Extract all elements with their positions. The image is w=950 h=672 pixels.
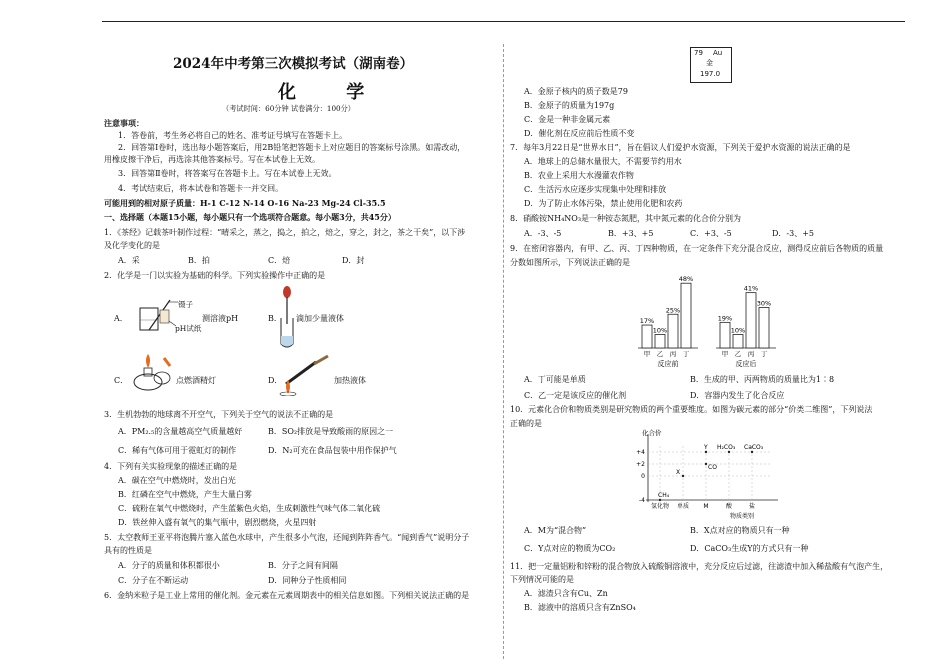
atomic-mass: 197.0 (700, 70, 721, 78)
y-axis-label: 化合价 (642, 429, 662, 437)
y-tick-1: +2 (636, 461, 645, 468)
q10-option-a: A．M为“混合物” (524, 526, 587, 535)
chart-1-category-0: 甲 (721, 350, 729, 358)
q5-option-a: A．分子的质量和体积都很小 (118, 561, 220, 570)
column-divider (503, 44, 504, 659)
flame-2 (164, 358, 170, 366)
q5-option-c: C．分子在不断运动 (118, 576, 189, 585)
flame-1 (146, 354, 150, 368)
q7-option-a: A．地球上的总储水量很大，不需要节约用水 (524, 157, 682, 166)
note-1: 1．答卷前，考生务必将自己的姓名、准考证号填写在答题卡上。 (118, 131, 348, 140)
notes-heading: 注意事项： (104, 118, 144, 128)
q8-option-a: A．-3、-5 (524, 229, 562, 238)
chart-1-value-label-0: 19% (717, 314, 733, 323)
q6-option-c: C．金是一种非金属元素 (524, 115, 611, 124)
exam-info: （考试时间：60分钟 试卷满分：100分） (222, 104, 355, 113)
q8-option-d: D．-3、+5 (772, 229, 814, 238)
q10-stem-cont: 正确的是 (510, 419, 542, 428)
q9-option-c: C．乙一定是该反应的催化剂 (524, 391, 627, 400)
point-3 (705, 451, 707, 453)
tube-holder (314, 356, 328, 364)
q6-stem: 6．金纳米粒子是工业上常用的催化剂。金元素在元素周期表中的相关信息如图。下列相关说法正确的是 (104, 591, 470, 600)
chart-0-bar-1 (655, 335, 665, 349)
chart-1-title: 反应后 (735, 360, 757, 368)
chart-1-value-label-1: 10% (730, 326, 746, 335)
q11-option-a: A．滤渣只含有Cu、Zn (524, 589, 608, 598)
exam-title: 2024年中考第三次模拟考试（湖南卷） (173, 56, 414, 72)
point-label-0: CH₄ (658, 492, 670, 499)
point-4 (728, 451, 730, 453)
q4-option-b: B．红磷在空气中燃烧，产生大量白雾 (118, 490, 252, 499)
chart-0-category-0: 甲 (643, 350, 651, 358)
point-5 (751, 451, 753, 453)
note-3: 3．回答第Ⅱ卷时，将答案写在答题卡上。写在本试卷上无效。 (118, 169, 337, 178)
chart-1-category-1: 乙 (734, 350, 742, 358)
q9-bar-charts (632, 266, 782, 370)
chart-1-category-2: 丙 (747, 350, 755, 358)
y-tick-0: +4 (636, 449, 645, 456)
note-2-cont: 用橡皮擦干净后，再选涂其他答案标号。写在本试卷上无效。 (104, 155, 320, 164)
chart-0-bar-3 (681, 283, 691, 348)
q6-option-a: A．金原子核内的质子数是79 (524, 87, 628, 96)
q4-option-c: C．硫粉在氧气中燃烧时，产生蓝紫色火焰，生成刺激性气味气体二氧化硫 (118, 504, 381, 513)
chart-0-bar-2 (668, 314, 678, 348)
q4-stem: 4．下列有关实验现象的描述正确的是 (104, 462, 238, 471)
q10-option-b: B．X点对应的物质只有一种 (690, 526, 790, 535)
chart-1-bar-3 (759, 308, 769, 349)
q4-option-a: A．碳在空气中燃烧时，发出白光 (118, 476, 236, 485)
x-category-1: 单质 (676, 503, 690, 510)
beaker (140, 308, 158, 330)
q11-option-b: B．滤液中的溶质只含有ZnSO₄ (524, 603, 636, 612)
q10-valence-chart (628, 428, 788, 520)
q5-option-b: B．分子之间有间隔 (268, 561, 338, 570)
q2-option-b-letter: B． (268, 314, 282, 323)
q9-stem-cont: 分数如图所示，下列说法正确的是 (510, 258, 630, 267)
chart-1-category-3: 丁 (760, 350, 768, 358)
point-label-4: H₂CO₃ (717, 444, 736, 451)
q2-option-c-text: 点燃酒精灯 (176, 376, 216, 385)
q2-option-d-letter: D． (268, 376, 283, 385)
q2-option-d-text: 加热液体 (334, 376, 366, 385)
liquid (281, 336, 293, 347)
q10-option-c: C．Y点对应的物质为CO₂ (524, 544, 616, 553)
q2-option-a-letter: A． (114, 314, 128, 323)
ph-paper (160, 310, 169, 323)
q3-stem: 3．生机勃勃的地球离不开空气，下列关于空气的说法不正确的是 (104, 410, 334, 419)
note-4: 4．考试结束后，将本试卷和答题卡一并交回。 (118, 184, 284, 193)
q3-option-a: A．PM₂.₅的含量越高空气质量越好 (118, 427, 243, 436)
tweezers-label: 镊子 (178, 300, 193, 309)
y-tick-3: -4 (639, 497, 645, 504)
q5-stem-cont: 具有的性质是 (104, 546, 152, 555)
q10-option-d: D．CaCO₃生成Y的方式只有一种 (690, 544, 809, 553)
chart-0-title: 反应前 (657, 360, 679, 368)
point-label-2: CO (708, 464, 717, 471)
x-category-3: 酸 (725, 503, 733, 510)
q2-option-c-letter: C． (114, 376, 129, 385)
chart-1-value-label-2: 41% (743, 284, 759, 293)
atomic-masses: 可能用到的相对原子质量：H-1 C-12 N-14 O-16 Na-23 Mg-24 Cl-35.5 (104, 198, 386, 208)
q2-option-b-text: 滴加少量液体 (296, 314, 344, 323)
chart-1-bar-0 (720, 322, 730, 348)
q6-option-d: D．催化剂在反应前后性质不变 (524, 129, 635, 138)
section-1-heading: 一、选择题（本题15小题，每小题只有一个选项符合题意。每小题3分，共45分） (104, 212, 396, 222)
q11-stem-cont: 下列情况可能的是 (510, 575, 574, 584)
chart-1-bar-1 (733, 335, 743, 349)
y-tick-2: 0 (641, 473, 645, 480)
q3-option-b: B．SO₂排放是导致酸雨的原因之一 (268, 427, 394, 436)
q9-option-d: D．容器内发生了化合反应 (690, 391, 785, 400)
q1-stem: 1．《茶经》记载茶叶制作过程：“晴采之，蒸之，捣之，拍之，焙之，穿之，封之，茶之干矣”，以下涉 (104, 228, 466, 237)
atomic-number: 79 (694, 49, 703, 57)
q3-option-c: C．稀有气体可用于霓虹灯的制作 (118, 446, 237, 455)
q8-option-c: C．+3、-5 (690, 229, 732, 238)
chart-0-category-2: 丙 (669, 350, 677, 358)
periodic-table-cell (690, 47, 732, 83)
point-label-3: Y (704, 444, 708, 451)
q7-option-b: B．农业上采用大水漫灌农作物 (524, 171, 634, 180)
x-category-2: M (703, 503, 709, 510)
q8-stem: 8．硝酸铵NH₄NO₃是一种铵态氮肥，其中氮元素的化合价分别为 (510, 214, 742, 223)
q2-option-a-text: 测溶液pH (202, 314, 239, 323)
x-category-0: 氢化物 (650, 503, 670, 510)
subject-title: 化 学 (278, 82, 387, 103)
point-1 (682, 475, 684, 477)
q9-option-b: B．生成的甲、丙两物质的质量比为1∶8 (690, 375, 835, 384)
point-label-5: CaCO₃ (744, 444, 764, 451)
alcohol-lamp-illustration (124, 352, 174, 392)
chart-1-value-label-3: 30% (756, 299, 772, 308)
x-category-4: 盐 (748, 503, 756, 510)
q5-stem: 5．太空教师王亚平将泡腾片塞入蓝色水球中，产生很多小气泡，还闻到阵阵香气。“闻到香气”说明分子 (104, 533, 470, 542)
q9-option-a: A．丁可能是单质 (524, 375, 586, 384)
q6-option-b: B．金原子的质量为197g (524, 101, 615, 110)
q1-stem-cont: 及化学变化的是 (104, 241, 160, 250)
point-label-1: X (676, 469, 681, 476)
note-2: 2．回答第Ⅰ卷时，选出每小题答案后，用2B铅笔把答题卡上对应题目的答案标号涂黑。如需改动， (118, 143, 466, 152)
element-symbol: Au (713, 49, 723, 57)
chart-0-value-label-3: 48% (678, 275, 694, 284)
q4-option-d: D．铁丝伸入盛有氧气的集气瓶中，剧烈燃烧，火星四射 (118, 518, 317, 527)
q2-stem: 2．化学是一门以实验为基础的科学。下列实验操作中正确的是 (104, 271, 326, 280)
q7-option-d: D．为了防止水体污染，禁止使用化肥和农药 (524, 199, 683, 208)
q9-stem: 9．在密闭容器内，有甲、乙、丙、丁四种物质，在一定条件下充分混合反应，测得反应前后各物质的质量 (510, 244, 884, 253)
chart-0-category-1: 乙 (656, 350, 664, 358)
x-axis-label: 物质类别 (729, 513, 755, 520)
top-rule (102, 21, 905, 22)
q1-option-b: B．拍 (188, 256, 210, 265)
q8-option-b: B．+3、+5 (608, 229, 654, 238)
point-0 (659, 499, 661, 501)
q1-option-c: C．焙 (268, 256, 291, 265)
q3-option-d: D．N₂可充在食品包装中用作保护气 (268, 446, 397, 455)
element-name: 金 (706, 59, 713, 67)
q1-option-d: D．封 (342, 256, 365, 265)
chart-1-bar-2 (746, 293, 756, 348)
dropper-bulb (283, 286, 291, 298)
chart-0-value-label-2: 25% (665, 306, 681, 315)
chart-0-value-label-1: 10% (652, 326, 668, 335)
heating-liquid-illustration (278, 350, 332, 396)
q5-option-d: D．同种分子性质相同 (268, 576, 347, 585)
chart-0-value-label-0: 17% (639, 317, 655, 326)
chart-0-category-3: 丁 (682, 350, 690, 358)
point-2 (705, 463, 707, 465)
q11-stem: 11．把一定量铝粉和锌粉的混合物放入硫酸铜溶液中，充分反应后过滤，往滤渣中加入稀盐酸有气泡产生， (510, 562, 889, 571)
q10-stem: 10．元素化合价和物质类别是研究物质的两个重要维度。如图为碳元素的部分“价类二维图”，下列说法 (510, 405, 873, 414)
q7-stem: 7．每年3月22日是“世界水日”，旨在倡议人们爱护水资源，下列关于爱护水资源的说法正确的是 (510, 143, 851, 152)
ph-paper-label: pH试纸 (175, 324, 202, 333)
q1-option-a: A．采 (118, 256, 140, 265)
q7-option-c: C．生活污水应逐步实现集中处理和排放 (524, 185, 667, 194)
test-tube-heated (286, 362, 316, 384)
chart-0-bar-0 (642, 325, 652, 348)
lamp-neck-1 (144, 368, 152, 376)
